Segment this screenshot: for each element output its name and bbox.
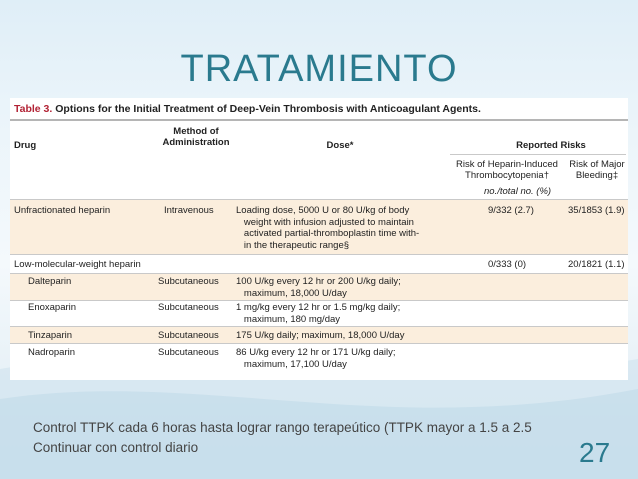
table-caption-label: Table 3.	[14, 103, 53, 115]
row-hit-lmwh: 0/333 (0)	[488, 259, 527, 270]
slide-title: TRATAMIENTO	[180, 48, 458, 90]
row-dose-unfractionated-heparin: Loading dose, 5000 U or 80 U/kg of body weight with infusion adjusted to maintain activated partial-thromboplastin time with- in the therapeutic range§	[236, 205, 420, 251]
row-method-unfractionated-heparin: Intravenous	[164, 205, 214, 216]
row-dose-dalteparin: 100 U/kg every 12 hr or 200 U/kg daily; maximum, 18,000 U/day	[236, 276, 401, 299]
footer-line-control-diario: Continuar con control diario	[33, 440, 199, 455]
row-drug-dalteparin: Dalteparin	[28, 276, 72, 287]
header-hit-line2: Thrombocytopenia†	[465, 170, 549, 181]
row-dose-nadroparin: 86 U/kg every 12 hr or 171 U/kg daily; maximum, 17,100 U/day	[236, 347, 396, 370]
table-caption-text: Options for the Initial Treatment of Deep-Vein Thrombosis with Anticoagulant Agents.	[55, 103, 481, 115]
header-drug: Drug	[14, 140, 37, 151]
row-drug-tinzaparin: Tinzaparin	[28, 330, 73, 341]
row-hit-unfractionated-heparin: 9/332 (2.7)	[488, 205, 534, 216]
row-bleeding-lmwh: 20/1821 (1.1)	[568, 259, 625, 270]
row-dose-enoxaparin: 1 mg/kg every 12 hr or 1.5 mg/kg daily; maximum, 180 mg/day	[236, 302, 401, 325]
row-bleeding-unfractionated-heparin: 35/1853 (1.9)	[568, 205, 625, 216]
row-drug-lmwh: Low-molecular-weight heparin	[14, 259, 141, 270]
row-dose-tinzaparin: 175 U/kg daily; maximum, 18,000 U/day	[236, 330, 405, 341]
header-bleeding-line2: Bleeding‡	[575, 170, 619, 181]
table-top-rule	[10, 119, 628, 121]
row-method-enoxaparin: Subcutaneous	[158, 302, 219, 313]
header-method-line2: Administration	[162, 137, 230, 148]
row-method-tinzaparin: Subcutaneous	[158, 330, 219, 341]
risk-header-rule	[450, 154, 626, 155]
row-method-dalteparin: Subcutaneous	[158, 276, 219, 287]
header-units: no./total no. (%)	[484, 186, 552, 197]
treatment-table	[10, 98, 628, 380]
row-method-nadroparin: Subcutaneous	[158, 347, 219, 358]
header-dose: Dose*	[326, 140, 354, 151]
header-method-line1: Method of	[173, 126, 219, 137]
row-divider	[10, 300, 628, 301]
table-caption	[14, 103, 481, 115]
row-drug-nadroparin: Nadroparin	[28, 347, 75, 358]
row-drug-unfractionated-heparin: Unfractionated heparin	[14, 205, 111, 216]
row-drug-enoxaparin: Enoxaparin	[28, 302, 77, 313]
header-bleeding-line1: Risk of Major	[569, 159, 625, 170]
row-divider	[10, 254, 628, 255]
row-divider	[10, 343, 628, 344]
footer-line-control-ttpk: Control TTPK cada 6 horas hasta lograr rango terapeútico (TTPK mayor a 1.5 a 2.5	[33, 420, 532, 435]
header-hit-line1: Risk of Heparin-Induced	[456, 159, 558, 170]
page-number: 27	[579, 437, 611, 468]
header-reported-risks: Reported Risks	[516, 140, 586, 151]
